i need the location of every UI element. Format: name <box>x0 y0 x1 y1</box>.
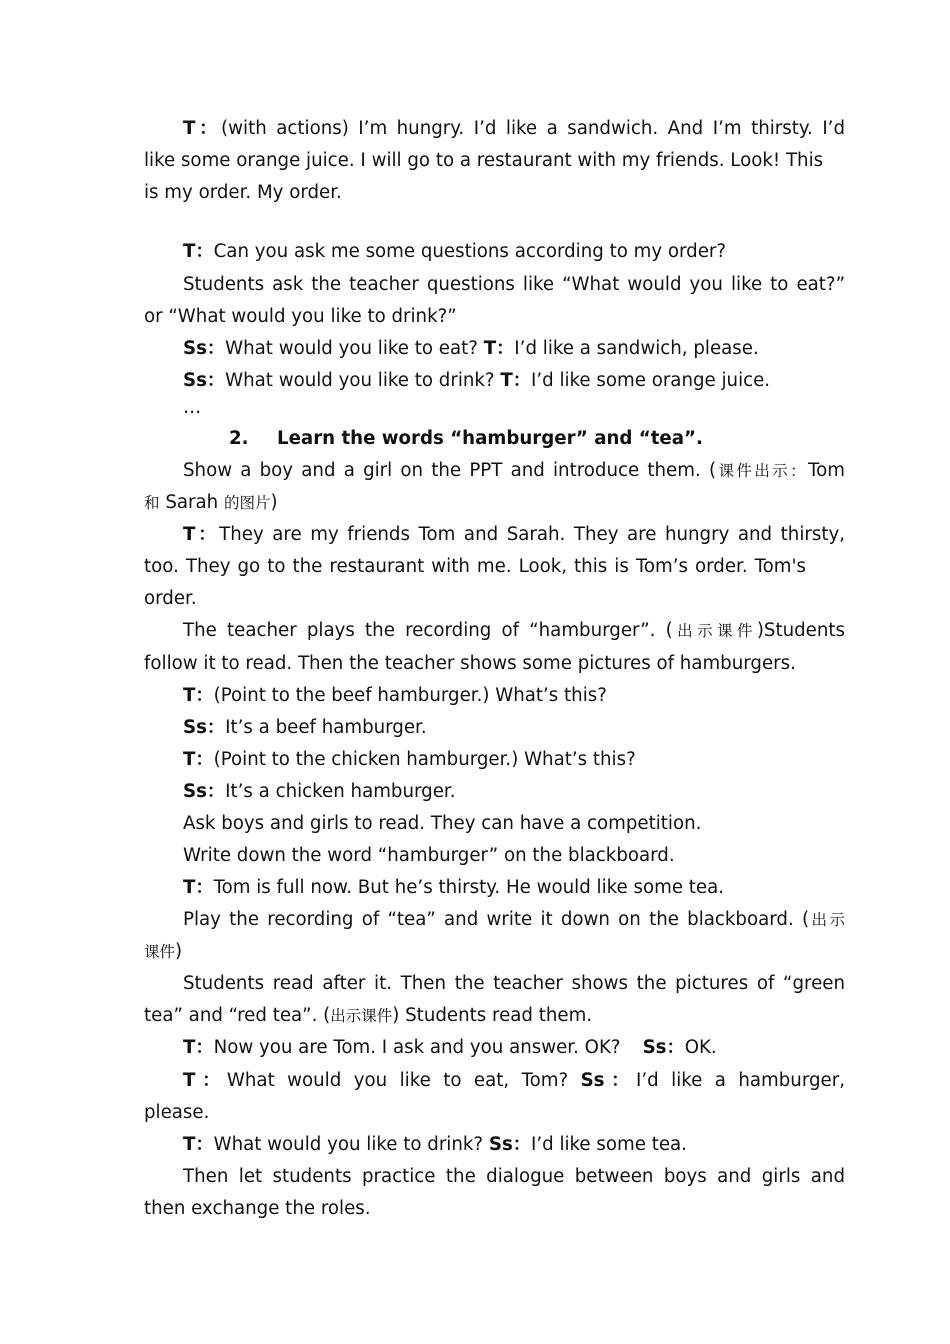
dialogue-line: Ss：What would you like to eat? T：I’d like a sandwich, please. <box>183 338 759 359</box>
speaker-label: T： <box>183 241 214 262</box>
paragraph-line: is my order. My order. <box>144 182 342 203</box>
dialogue-line: T：(Point to the beef hamburger.) What’s this? <box>183 685 607 706</box>
dialogue-line: T：(Point to the chicken hamburger.) What’s this? <box>183 749 636 770</box>
paragraph-line: Students read after it. Then the teacher shows the pictures of “green <box>183 973 845 994</box>
dialogue-line: Ss：It’s a chicken hamburger. <box>183 781 456 802</box>
paragraph-line: 课件) <box>144 941 183 962</box>
dialogue-line: T：Tom is full now. But he’s thirsty. He would like some tea. <box>183 877 725 898</box>
paragraph-line: then exchange the roles. <box>144 1198 371 1219</box>
paragraph-line: T：They are my friends Tom and Sarah. They are hungry and thirsty, <box>183 524 846 545</box>
paragraph-line: or “What would you like to drink?” <box>144 306 457 327</box>
dialogue-line: T：Now you are Tom. I ask and you answer. OK? Ss：OK. <box>183 1037 717 1058</box>
paragraph-line: too. They go to the restaurant with me. Look, this is Tom’s order. Tom's <box>144 556 806 577</box>
section-heading: 2. Learn the words “hamburger” and “tea”. <box>229 428 703 449</box>
paragraph-line: Show a boy and a girl on the PPT and introduce them. (课件出示：Tom <box>183 460 845 481</box>
dialogue-line: T：What would you like to eat, Tom? Ss：I’d like a hamburger, <box>183 1070 845 1091</box>
paragraph-line: The teacher plays the recording of “hamburger”. (出示课件)Students <box>183 620 845 641</box>
paragraph-line: Ask boys and girls to read. They can have a competition. <box>183 813 702 834</box>
paragraph-line: Play the recording of “tea” and write it down on the blackboard. (出示 <box>183 909 845 930</box>
dialogue-line: T：What would you like to drink? Ss：I’d like some tea. <box>183 1134 687 1155</box>
paragraph-line: T：(with actions) I’m hungry. I’d like a sandwich. And I’m thirsty. I’d <box>183 118 846 139</box>
paragraph-line: like some orange juice. I will go to a restaurant with my friends. Look! This <box>144 150 824 171</box>
ellipsis: … <box>183 397 202 418</box>
dialogue-line: please. <box>144 1102 210 1123</box>
dialogue-line: Ss：What would you like to drink? T：I’d like some orange juice. <box>183 370 771 391</box>
dialogue-line: Ss：It’s a beef hamburger. <box>183 717 427 738</box>
paragraph-line: Write down the word “hamburger” on the blackboard. <box>183 845 675 866</box>
paragraph-line: order. <box>144 588 197 609</box>
paragraph-line: follow it to read. Then the teacher shows some pictures of hamburgers. <box>144 653 796 674</box>
paragraph-line: Students ask the teacher questions like “What would you like to eat?” <box>183 274 845 295</box>
paragraph-line: T：Can you ask me some questions according to my order? <box>183 241 727 262</box>
paragraph-line: Then let students practice the dialogue between boys and girls and <box>183 1166 845 1187</box>
paragraph-line: 和 Sarah 的图片) <box>144 492 278 513</box>
speaker-label: T： <box>183 118 222 139</box>
speaker-label: T： <box>183 524 220 545</box>
paragraph-line: tea” and “red tea”. (出示课件) Students read them. <box>144 1005 593 1026</box>
